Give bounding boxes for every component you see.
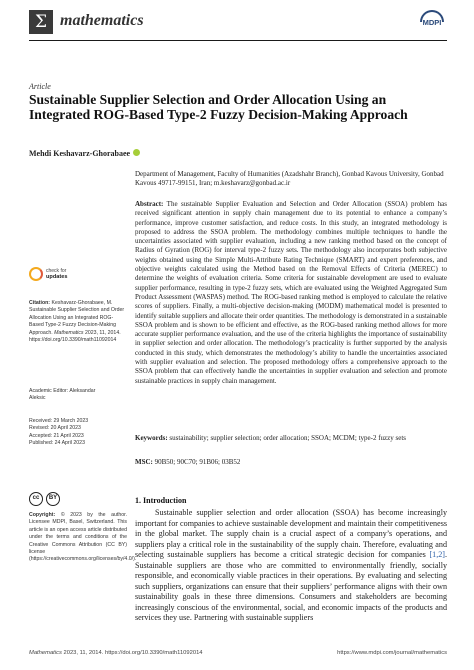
citation-label: Citation: [29, 300, 51, 306]
orcid-icon[interactable] [133, 149, 140, 156]
affiliation: Department of Management, Faculty of Humanities (Azadshahr Branch), Gonbad Kavous University, Gonbad Kavous 49717-99151, Iran; m.keshavarz@gonbad.ac.ir [135, 170, 444, 188]
footer-citation: Mathematics 2023, 11, 2014. https://doi.org/10.3390/math11092014 [29, 650, 203, 656]
date-accepted: Accepted: 21 April 2023 [29, 432, 84, 439]
msc-text: 90B50; 90C70; 91B06; 03B52 [154, 458, 241, 466]
article-dates [29, 418, 127, 448]
article-title: Sustainable Supplier Selection and Order Allocation Using an Integrated ROG-Based Type-2 Fuzzy Decision-Making Approach [29, 92, 408, 123]
academic-editor: Academic Editor: Aleksandar Aleksic [29, 388, 96, 402]
citation-ref[interactable]: 2023, 11, 2014. https://doi.org/10.3390/math11092014 [29, 329, 121, 344]
cc-license-badge[interactable] [29, 492, 65, 506]
check-for-updates-badge[interactable] [29, 265, 89, 289]
footer-journal-link[interactable]: https://www.mdpi.com/journal/mathematics [337, 650, 447, 656]
abstract [135, 200, 447, 386]
citation-text: Keshavarz-Ghorabaee, M. Sustainable Supplier Selection and Order Allocation Using an Integrated ROG-Based Type-2 Fuzzy Decision-Making Approach. [29, 300, 125, 336]
keywords [135, 434, 447, 443]
author-name[interactable]: Mehdi Keshavarz-Ghorabaee [29, 149, 131, 158]
by-icon: BY [46, 492, 60, 506]
citation-link[interactable]: [1,2] [429, 550, 445, 559]
msc-codes [135, 458, 447, 467]
header-divider [29, 40, 447, 41]
journal-header [29, 10, 447, 36]
date-revised: Revised: 20 April 2023 [29, 425, 81, 432]
copyright-label: Copyright: [29, 512, 56, 518]
date-published: Published: 24 April 2023 [29, 440, 85, 447]
abstract-label: Abstract: [135, 200, 164, 208]
journal-logo-icon: Σ [29, 10, 53, 34]
copyright-text: © 2023 by the author. Licensee MDPI, Basel, Switzerland. This article is an open access article distributed under the terms and conditions of the Creative Commons Attribution (CC BY) license (https://creativecommons.org/licenses/by/4.0/). [29, 512, 137, 563]
keywords-text: sustainability; supplier selection; order allocation; SSOA; MCDM; type-2 fuzzy sets [169, 434, 407, 442]
check-updates-icon [29, 267, 43, 281]
copyright-block [29, 512, 137, 564]
journal-name[interactable]: mathematics [60, 12, 144, 29]
author-line [29, 149, 140, 158]
msc-label: MSC: [135, 458, 153, 466]
check-updates-text: check for updates [46, 268, 68, 280]
keywords-label: Keywords: [135, 434, 168, 442]
article-type: Article [29, 82, 51, 91]
abstract-text: The sustainable Supplier Evaluation and Selection and Order Allocation (SSOA) problem has received significant attention in supply chain management due to its potential to enhance a company’s performance, improve customer satisfaction, and reduce costs. In this study, an integrated methodology is proposed to address the SSOA problem. The methodology combines multiple techniques to handle the uncertainties associated with supplier evaluation, including a new ranking method based on the concept of Radius of Gyration (ROG) for interval type-2 fuzzy sets. The methodology also incorporates both subjective weights obtained using the Simple Multi-Attribute Rating Technique (SMART) and expert preferences, and objective weights calculated using the Method based on the Removal Effects of Criteria (MEREC) to determine the weights of evaluation criteria. Some criteria for sustainable development are used to evaluate supplier performance, resulting in type-2 fuzzy sets, which are evaluated using the Weighted Aggregated Sum Product Assessment (WASPAS) method. The ROG-based ranking method is employed to calculate the relative scores of suppliers. Finally, a multi-objective decision-making (MODM) mathematical model is presented to identify suitable suppliers and allocate their order quantities. The methodology is demonstrated in a sustainable SSOA problem and is shown to be efficient and effective, as the ROG-based ranking method allows for more accurate supplier performance evaluation, and the use of the criteria highlights the importance of sustainability in supplier selection and order allocation. The methodology’s practicality is further supported by the analysis conducted in this study, which demonstrates the methodology’s ability to handle the uncertainties associated with supplier evaluation and selection. The proposed methodology offers a comprehensive approach to the SSOA problem that can effectively handle the uncertainties in supplier evaluation and selection and promote sustainable practices in supply chain management. [135, 200, 448, 385]
date-received: Received: 29 March 2023 [29, 418, 89, 424]
mdpi-logo[interactable] [417, 10, 447, 34]
section-heading-introduction: 1. Introduction [135, 496, 187, 505]
citation-journal: Mathematics [54, 329, 84, 336]
cc-icon: cc [29, 492, 43, 506]
citation-block [29, 300, 127, 344]
publisher-name: MDPI [422, 18, 442, 27]
introduction-paragraph: Sustainable supplier selection and order allocation (SSOA) has become increasingly important for companies to achieve sustainable development and maintain their competitiveness in the global market. The supply chain is a crucial aspect of a company’s operations, and suppliers play a critical role in the sustainability of the supply chain. Therefore, evaluating and selecting sustainable suppliers has become a critical strategic decision for companies [1,2]. Sustainable suppliers are those who are committed to environmentally friendly, socially responsible, and economically viable practices in their operations. By evaluating and selecting such suppliers, organizations can ensure that their suppliers’ performance aligns with their own sustainability goals in these three dimensions. Consumers and stakeholders are becoming increasingly conscious of the environmental, social, and economic impacts of the products and services they use. Partnering with sustainable suppliers [135, 508, 447, 622]
